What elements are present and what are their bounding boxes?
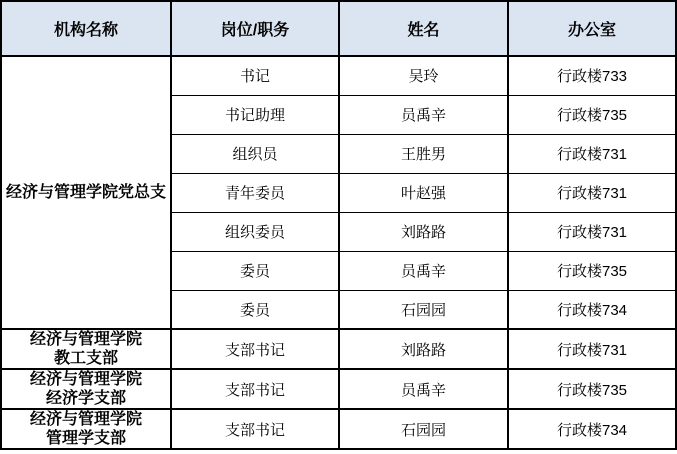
name-cell: 王胜男	[339, 134, 508, 173]
col-header-org: 机构名称	[1, 1, 171, 56]
name-cell: 吴玲	[339, 56, 508, 95]
office-cell: 行政楼733	[508, 56, 676, 95]
org-name-line: 经济与管理学院	[29, 411, 142, 428]
office-cell: 行政楼731	[508, 212, 676, 251]
position-cell: 青年委员	[171, 173, 339, 212]
table-row	[1, 56, 676, 95]
table-row	[1, 409, 676, 449]
office-cell: 行政楼734	[508, 409, 676, 449]
col-header-office: 办公室	[508, 1, 676, 56]
position-cell: 书记	[171, 56, 339, 95]
org-name-line: 经济学支部	[45, 390, 126, 407]
header-row	[1, 1, 676, 56]
office-cell: 行政楼731	[508, 173, 676, 212]
name-cell: 石园园	[339, 290, 508, 329]
position-cell: 支部书记	[171, 369, 339, 409]
office-cell: 行政楼735	[508, 95, 676, 134]
position-cell: 委员	[171, 290, 339, 329]
office-cell: 行政楼731	[508, 329, 676, 369]
org-name-line: 管理学支部	[45, 430, 126, 447]
office-cell: 行政楼735	[508, 369, 676, 409]
table-row	[1, 369, 676, 409]
org-name-line: 经济与管理学院	[29, 331, 142, 348]
name-cell: 刘路路	[339, 212, 508, 251]
position-cell: 书记助理	[171, 95, 339, 134]
org-cell	[1, 56, 171, 329]
office-cell: 行政楼735	[508, 251, 676, 290]
office-cell: 行政楼734	[508, 290, 676, 329]
position-cell: 组织员	[171, 134, 339, 173]
position-cell: 组织委员	[171, 212, 339, 251]
org-cell	[1, 329, 171, 369]
office-cell: 行政楼731	[508, 134, 676, 173]
name-cell: 叶赵强	[339, 173, 508, 212]
org-cell	[1, 409, 171, 449]
name-cell: 员禹辛	[339, 369, 508, 409]
col-header-position: 岗位/职务	[171, 1, 339, 56]
org-name-line: 教工支部	[53, 350, 118, 367]
col-header-name: 姓名	[339, 1, 508, 56]
position-cell: 委员	[171, 251, 339, 290]
table-row	[1, 329, 676, 369]
position-cell: 支部书记	[171, 409, 339, 449]
name-cell: 员禹辛	[339, 251, 508, 290]
name-cell: 刘路路	[339, 329, 508, 369]
org-name: 经济与管理学院党总支	[5, 184, 166, 201]
org-cell	[1, 369, 171, 409]
name-cell: 石园园	[339, 409, 508, 449]
org-name-line: 经济与管理学院	[29, 371, 142, 388]
position-cell: 支部书记	[171, 329, 339, 369]
name-cell: 员禹辛	[339, 95, 508, 134]
